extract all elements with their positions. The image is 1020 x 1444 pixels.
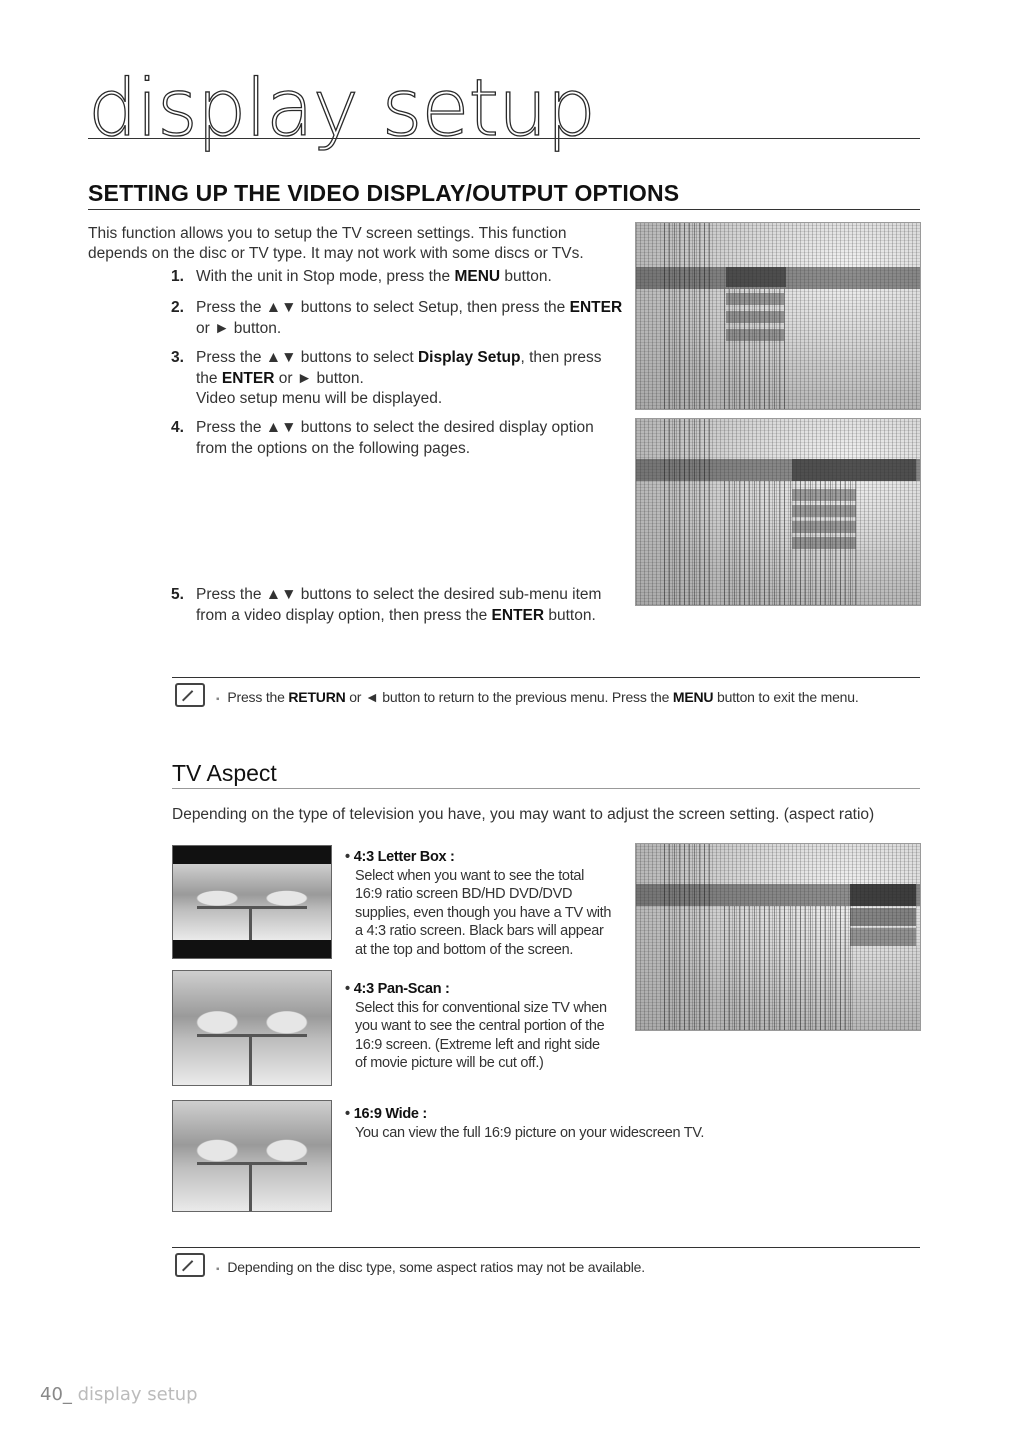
wide-example-image	[172, 1100, 332, 1212]
note-icon	[175, 1253, 205, 1277]
subheading-rule	[172, 788, 920, 789]
step-text: Video setup menu will be displayed.	[196, 390, 443, 407]
step-number: 2.	[171, 299, 184, 316]
step-text: With the unit in Stop mode, press the	[196, 268, 455, 285]
panscan-example-image	[172, 970, 332, 1086]
step-1	[171, 267, 626, 288]
step-text: or ► button.	[274, 369, 364, 387]
menu-screenshot-tv-aspect	[635, 843, 921, 1031]
step-text: Press the ▲▼ buttons to select Setup, then press the	[196, 299, 570, 316]
option-letterbox: • 4:3 Letter Box : Select when you want to see the total 16:9 ratio screen BD/HD DVD/DVD supplies, even though you have a TV with a 4:3 ratio screen. Black bars will appear at the top and bottom of the screen.	[345, 849, 612, 958]
step-keyword: MENU	[454, 268, 501, 285]
step-keyword: ENTER	[569, 299, 623, 316]
step-text: Press the ▲▼ buttons to select	[196, 349, 418, 366]
menu-screenshot-display-options	[635, 418, 921, 606]
title-rule	[88, 138, 920, 139]
step-keyword: ENTER	[491, 606, 545, 624]
page-title: display setup	[88, 64, 595, 154]
section-heading: SETTING UP THE VIDEO DISPLAY/OUTPUT OPTIONS	[88, 180, 680, 206]
step-number: 4.	[171, 419, 184, 436]
note-rule	[172, 1247, 920, 1248]
tv-aspect-intro: Depending on the type of television you have, you may want to adjust the screen setting. (aspect ratio)	[172, 806, 875, 823]
section-rule	[88, 209, 920, 210]
step-number: 3.	[171, 349, 184, 366]
step-text: Press the ▲▼ buttons to select the desired display option from the options on the following pages.	[196, 419, 594, 457]
step-keyword: Display Setup	[417, 349, 521, 366]
subheading-tv-aspect: TV Aspect	[172, 760, 277, 786]
step-number: 1.	[171, 268, 184, 285]
step-text: , then press the	[196, 349, 602, 387]
option-wide: • 16:9 Wide : You can view the full 16:9 picture on your widescreen TV.	[345, 1106, 705, 1141]
note-rule	[172, 677, 920, 678]
note-aspect-availability: ▪ Depending on the disc type, some aspect ratios may not be available.	[216, 1259, 645, 1275]
step-text: button.	[500, 268, 552, 285]
page-footer: 40_ display setup	[40, 1384, 198, 1405]
option-panscan: • 4:3 Pan-Scan : Select this for conventional size TV when you want to see the central portion of the 16:9 screen. (Extreme left and right side of movie picture will be cut off.)	[345, 981, 607, 1072]
step-4	[171, 418, 626, 459]
step-3	[171, 348, 616, 410]
note-return-menu: ▪ Press the RETURN or ◄ button to return to the previous menu. Press the MENU button to exit the menu.	[216, 689, 859, 705]
intro-paragraph: This function allows you to setup the TV screen settings. This function depends on the disc or TV type. It may not work with some discs or TVs.	[88, 225, 584, 262]
step-5	[171, 585, 606, 626]
step-keyword: ENTER	[221, 369, 275, 387]
step-2	[171, 298, 626, 339]
note-icon	[175, 683, 205, 707]
menu-screenshot-display-setup	[635, 222, 921, 410]
step-text: or ► button.	[196, 319, 282, 337]
letterbox-example-image	[172, 845, 332, 959]
step-text: Press the ▲▼ buttons to select the desired sub-menu item from a video display option, then press the	[196, 586, 602, 624]
step-text: button.	[544, 606, 596, 624]
step-number: 5.	[171, 586, 184, 603]
